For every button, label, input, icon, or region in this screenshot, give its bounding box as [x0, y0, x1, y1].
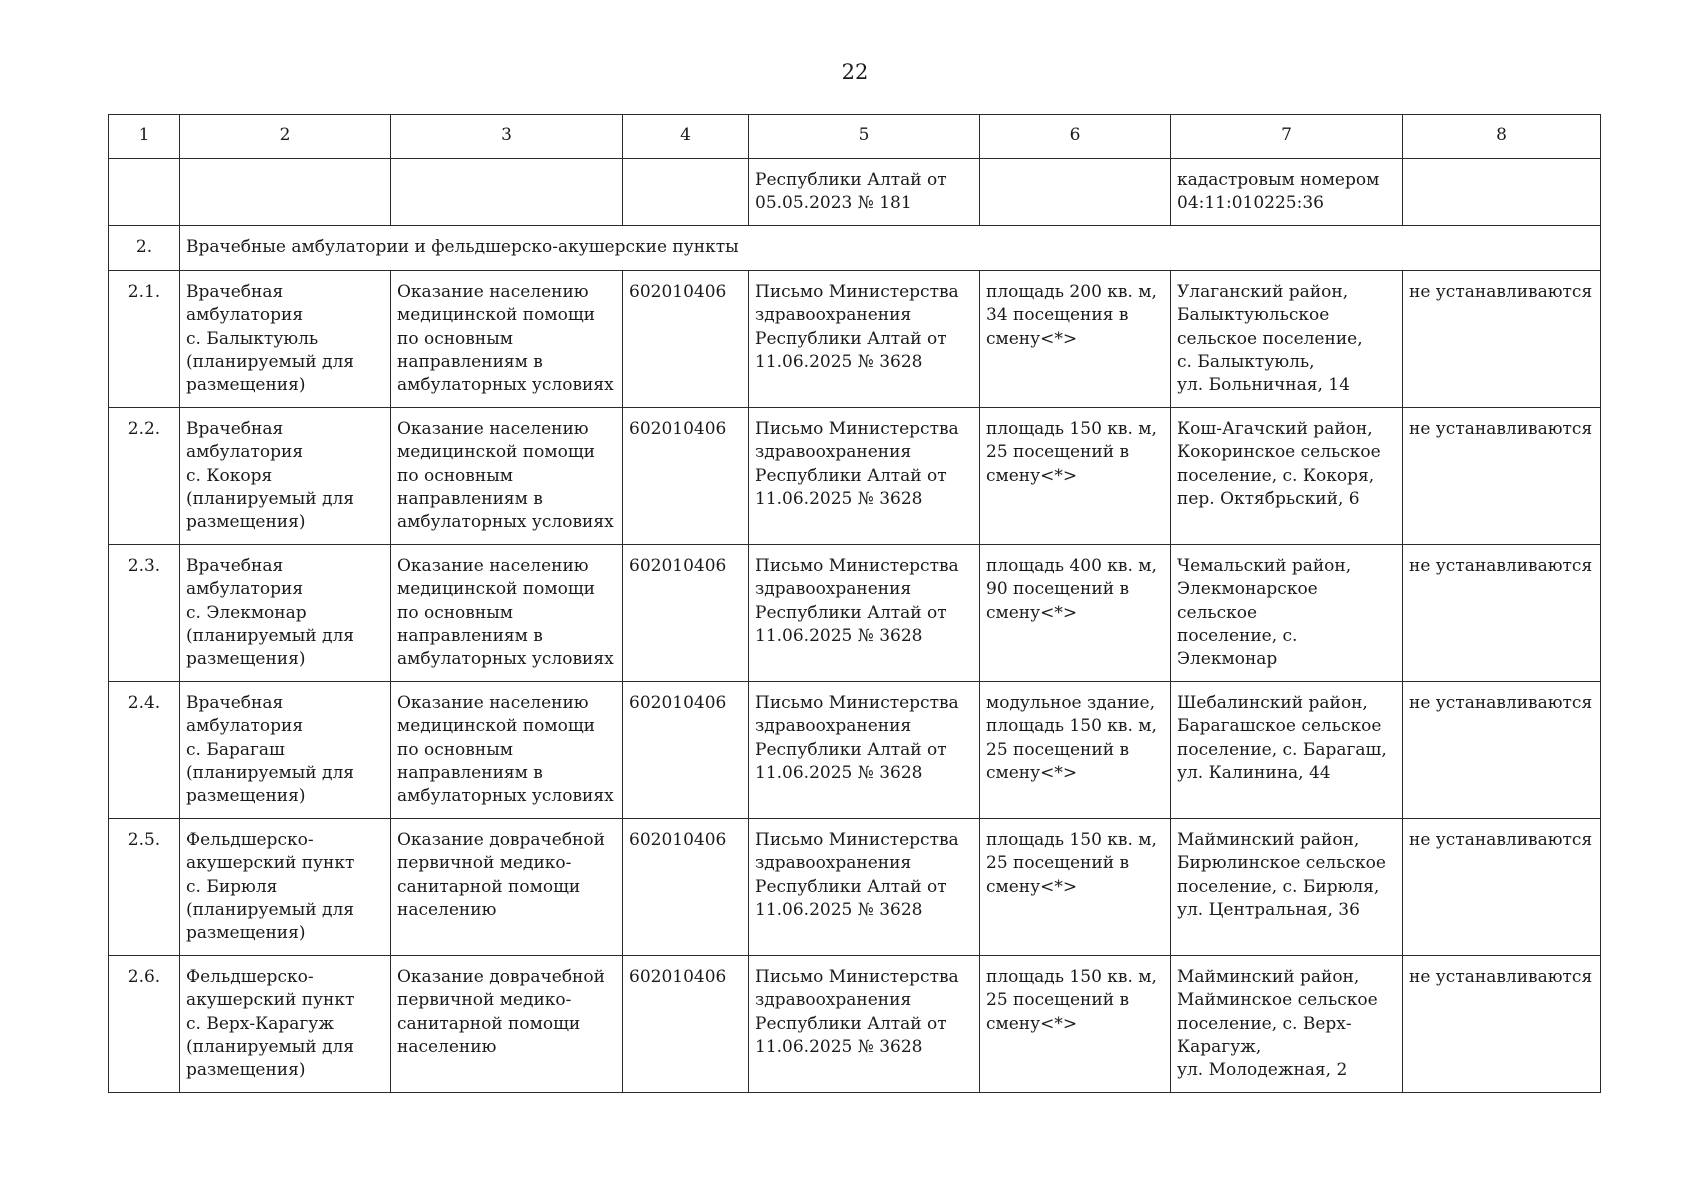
object-purpose: Оказание населению медицинской помощи по основным направлениям в амбулаторных условиях — [391, 682, 623, 819]
row-number: 2.5. — [109, 819, 180, 956]
object-location: Майминский район, Майминское сельское поселение, с. Верх- Карагуж, ул. Молодежная, 2 — [1171, 956, 1403, 1093]
cont-cell-3 — [391, 159, 623, 226]
table-row — [109, 682, 1601, 819]
object-characteristics: площадь 150 кв. м, 25 посещений в смену<*> — [980, 408, 1171, 545]
object-name: Врачебная амбулатория с. Барагаш (планируемый для размещения) — [180, 682, 391, 819]
object-zones: не устанавливаются — [1403, 545, 1601, 682]
object-name: Врачебная амбулатория с. Балыктуюль (планируемый для размещения) — [180, 271, 391, 408]
object-basis: Письмо Министерства здравоохранения Республики Алтай от 11.06.2025 № 3628 — [749, 545, 980, 682]
object-name: Фельдшерско- акушерский пункт с. Бирюля (планируемый для размещения) — [180, 819, 391, 956]
object-location: Чемальский район, Элекмонарское сельское поселение, с. Элекмонар — [1171, 545, 1403, 682]
object-characteristics: модульное здание, площадь 150 кв. м, 25 посещений в смену<*> — [980, 682, 1171, 819]
object-purpose: Оказание населению медицинской помощи по основным направлениям в амбулаторных условиях — [391, 408, 623, 545]
object-code: 602010406 — [623, 682, 749, 819]
cont-cell-location: кадастровым номером 04:11:010225:36 — [1171, 159, 1403, 226]
header-cell-1: 1 — [109, 115, 180, 159]
object-zones: не устанавливаются — [1403, 956, 1601, 1093]
object-basis: Письмо Министерства здравоохранения Республики Алтай от 11.06.2025 № 3628 — [749, 682, 980, 819]
header-cell-2: 2 — [180, 115, 391, 159]
object-location: Кош-Агачский район, Кокоринское сельское поселение, с. Кокоря, пер. Октябрьский, 6 — [1171, 408, 1403, 545]
section-title: Врачебные амбулатории и фельдшерско-акушерские пункты — [180, 226, 1601, 271]
object-code: 602010406 — [623, 819, 749, 956]
object-characteristics: площадь 400 кв. м, 90 посещений в смену<*> — [980, 545, 1171, 682]
cont-cell-6 — [980, 159, 1171, 226]
cont-cell-basis: Республики Алтай от 05.05.2023 № 181 — [749, 159, 980, 226]
object-purpose: Оказание доврачебной первичной медико- санитарной помощи населению — [391, 956, 623, 1093]
cont-cell-8 — [1403, 159, 1601, 226]
page-number: 22 — [841, 60, 869, 84]
object-location: Майминский район, Бирюлинское сельское поселение, с. Бирюля, ул. Центральная, 36 — [1171, 819, 1403, 956]
row-number: 2.4. — [109, 682, 180, 819]
row-number: 2.6. — [109, 956, 180, 1093]
object-name: Врачебная амбулатория с. Кокоря (планируемый для размещения) — [180, 408, 391, 545]
table-header-row — [109, 115, 1601, 159]
object-characteristics: площадь 200 кв. м, 34 посещения в смену<*> — [980, 271, 1171, 408]
object-zones: не устанавливаются — [1403, 819, 1601, 956]
section-row — [109, 226, 1601, 271]
object-name: Врачебная амбулатория с. Элекмонар (планируемый для размещения) — [180, 545, 391, 682]
objects-table — [108, 114, 1601, 1093]
object-zones: не устанавливаются — [1403, 682, 1601, 819]
table-row — [109, 545, 1601, 682]
cont-cell-1 — [109, 159, 180, 226]
table-row — [109, 271, 1601, 408]
object-basis: Письмо Министерства здравоохранения Республики Алтай от 11.06.2025 № 3628 — [749, 408, 980, 545]
row-number: 2.1. — [109, 271, 180, 408]
object-characteristics: площадь 150 кв. м, 25 посещений в смену<*> — [980, 819, 1171, 956]
header-cell-4: 4 — [623, 115, 749, 159]
object-location: Шебалинский район, Барагашское сельское поселение, с. Барагаш, ул. Калинина, 44 — [1171, 682, 1403, 819]
header-cell-8: 8 — [1403, 115, 1601, 159]
object-purpose: Оказание доврачебной первичной медико- санитарной помощи населению — [391, 819, 623, 956]
object-purpose: Оказание населению медицинской помощи по основным направлениям в амбулаторных условиях — [391, 545, 623, 682]
cont-cell-4 — [623, 159, 749, 226]
cont-cell-2 — [180, 159, 391, 226]
object-code: 602010406 — [623, 956, 749, 1093]
header-cell-6: 6 — [980, 115, 1171, 159]
object-basis: Письмо Министерства здравоохранения Республики Алтай от 11.06.2025 № 3628 — [749, 271, 980, 408]
row-number: 2.3. — [109, 545, 180, 682]
object-location: Улаганский район, Балыктуюльское сельское поселение, с. Балыктуюль, ул. Больничная, 14 — [1171, 271, 1403, 408]
object-code: 602010406 — [623, 545, 749, 682]
object-name: Фельдшерско- акушерский пункт с. Верх-Карагуж (планируемый для размещения) — [180, 956, 391, 1093]
table-row — [109, 956, 1601, 1093]
continuation-row — [109, 159, 1601, 226]
object-basis: Письмо Министерства здравоохранения Республики Алтай от 11.06.2025 № 3628 — [749, 956, 980, 1093]
header-cell-3: 3 — [391, 115, 623, 159]
table-row — [109, 819, 1601, 956]
object-zones: не устанавливаются — [1403, 408, 1601, 545]
header-cell-5: 5 — [749, 115, 980, 159]
object-basis: Письмо Министерства здравоохранения Республики Алтай от 11.06.2025 № 3628 — [749, 819, 980, 956]
header-cell-7: 7 — [1171, 115, 1403, 159]
object-purpose: Оказание населению медицинской помощи по основным направлениям в амбулаторных условиях — [391, 271, 623, 408]
section-number: 2. — [109, 226, 180, 271]
object-zones: не устанавливаются — [1403, 271, 1601, 408]
object-code: 602010406 — [623, 271, 749, 408]
table-row — [109, 408, 1601, 545]
object-code: 602010406 — [623, 408, 749, 545]
object-characteristics: площадь 150 кв. м, 25 посещений в смену<*> — [980, 956, 1171, 1093]
row-number: 2.2. — [109, 408, 180, 545]
